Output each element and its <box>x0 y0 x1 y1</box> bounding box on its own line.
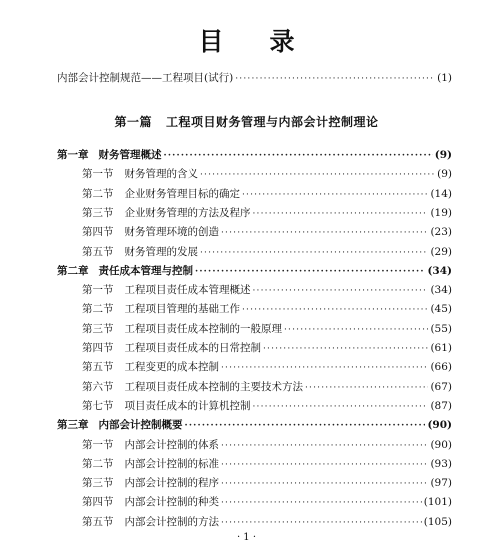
leader-dots <box>221 362 428 375</box>
toc-chapter-3[interactable] <box>57 419 452 433</box>
leader-dots <box>185 420 426 433</box>
section-title: 财务管理环境的创造 <box>124 226 219 239</box>
section-title: 内部会计控制的种类 <box>124 496 219 509</box>
chapter-title: 内部会计控制概要 <box>98 419 183 432</box>
leader-dots <box>221 459 428 472</box>
section-number: 第二节 <box>82 457 114 470</box>
leader-dots <box>253 401 429 414</box>
toc-section-1-4[interactable] <box>82 226 452 240</box>
leader-dots <box>253 285 429 298</box>
toc-entry-page: (1) <box>437 72 452 84</box>
section-label <box>82 400 251 413</box>
leader-dots <box>263 343 428 356</box>
section-title: 财务管理的发展 <box>124 245 198 258</box>
section-page: (19) <box>430 206 452 219</box>
part-number: 第一篇 <box>114 115 152 129</box>
leader-dots <box>221 227 428 240</box>
toc-section-3-1[interactable] <box>82 439 452 453</box>
toc-chapter-1[interactable] <box>57 149 452 163</box>
section-title: 工程项目责任成本管理概述 <box>124 284 251 297</box>
leader-dots <box>242 304 428 317</box>
section-label <box>82 496 219 509</box>
section-number: 第五节 <box>82 361 114 374</box>
chapter-label <box>57 419 183 432</box>
section-number: 第四节 <box>82 226 114 239</box>
section-title: 企业财务管理目标的确定 <box>124 187 240 200</box>
page-title <box>0 22 493 58</box>
section-label <box>82 342 261 355</box>
section-label <box>82 303 240 316</box>
toc-section-2-1[interactable] <box>82 284 452 298</box>
toc-section-1-3[interactable] <box>82 207 452 221</box>
section-label <box>82 439 219 452</box>
leader-dots <box>253 208 429 221</box>
chapter-title: 财务管理概述 <box>98 149 162 161</box>
section-label <box>82 477 219 490</box>
chapter-number: 第三章 <box>57 419 89 432</box>
section-title: 内部会计控制的方法 <box>124 515 219 528</box>
toc-section-2-3[interactable] <box>82 323 452 337</box>
leader-dots <box>284 324 428 337</box>
section-label <box>82 458 219 471</box>
section-title: 内部会计控制的标准 <box>124 457 219 470</box>
section-page: (97) <box>430 477 452 490</box>
leader-dots <box>200 169 435 182</box>
section-page: (101) <box>423 496 452 509</box>
toc-entry-preface[interactable] <box>57 72 452 86</box>
section-page: (14) <box>430 187 452 200</box>
leader-dots <box>195 266 425 279</box>
section-title: 工程项目责任成本控制的主要技术方法 <box>124 380 303 393</box>
chapter-label <box>57 265 193 278</box>
section-number: 第一节 <box>82 168 114 181</box>
section-page: (67) <box>430 380 452 393</box>
section-number: 第六节 <box>82 380 114 393</box>
section-number: 第三节 <box>82 206 114 219</box>
leader-dots <box>200 247 428 260</box>
section-number: 第一节 <box>82 284 114 297</box>
section-number: 第四节 <box>82 496 114 509</box>
chapter-page: (9) <box>434 149 452 161</box>
toc-section-2-7[interactable] <box>82 400 452 414</box>
section-number: 第二节 <box>82 303 114 316</box>
section-page: (87) <box>430 399 452 412</box>
section-page: (55) <box>430 322 452 335</box>
section-number: 第五节 <box>82 245 114 258</box>
section-number: 第七节 <box>82 399 114 412</box>
section-label <box>82 323 282 336</box>
toc-section-3-5[interactable] <box>82 516 452 530</box>
toc-section-1-1[interactable] <box>82 168 452 182</box>
leader-dots <box>235 73 435 86</box>
section-number: 第一节 <box>82 438 114 451</box>
section-page: (105) <box>423 515 452 528</box>
section-title: 财务管理的含义 <box>124 168 198 181</box>
page-number: · 1 · <box>236 532 257 543</box>
leader-dots <box>221 440 428 453</box>
section-page: (23) <box>430 226 452 239</box>
section-page: (9) <box>437 168 452 181</box>
leader-dots <box>242 189 428 202</box>
section-number: 第二节 <box>82 187 114 200</box>
section-page: (93) <box>430 457 452 470</box>
section-number: 第五节 <box>82 515 114 528</box>
toc-section-3-3[interactable] <box>82 477 452 491</box>
part-heading <box>0 113 493 130</box>
section-title: 企业财务管理的方法及程序 <box>124 206 251 219</box>
section-page: (90) <box>430 438 452 451</box>
leader-dots <box>221 478 428 491</box>
chapter-page: (90) <box>427 419 452 432</box>
title-char-1: 目 <box>198 27 224 56</box>
section-label <box>82 516 219 529</box>
toc-section-3-2[interactable] <box>82 458 452 472</box>
toc-section-2-6[interactable] <box>82 381 452 395</box>
leader-dots <box>305 382 428 395</box>
leader-dots <box>164 150 433 163</box>
section-page: (34) <box>430 284 452 297</box>
toc-section-1-5[interactable] <box>82 246 452 260</box>
section-label <box>82 381 303 394</box>
toc-section-1-2[interactable] <box>82 188 452 202</box>
chapter-number: 第一章 <box>57 149 89 161</box>
section-title: 项目责任成本的计算机控制 <box>124 399 251 412</box>
section-title: 内部会计控制的体系 <box>124 438 219 451</box>
leader-dots <box>221 497 422 510</box>
chapter-label <box>57 149 162 162</box>
section-title: 内部会计控制的程序 <box>124 477 219 490</box>
section-label <box>82 168 198 181</box>
section-title: 工程变更的成本控制 <box>124 361 219 374</box>
title-char-2: 录 <box>269 27 295 56</box>
section-label <box>82 207 251 220</box>
section-label <box>82 188 240 201</box>
leader-dots <box>221 517 422 530</box>
toc-section-2-2[interactable] <box>82 303 452 317</box>
toc-chapter-2[interactable] <box>57 265 452 279</box>
toc-section-2-5[interactable] <box>82 361 452 375</box>
section-page: (29) <box>430 245 452 258</box>
section-page: (45) <box>430 303 452 316</box>
toc-section-3-4[interactable] <box>82 496 452 510</box>
section-number: 第三节 <box>82 477 114 490</box>
section-label <box>82 246 198 259</box>
chapter-page: (34) <box>427 264 452 277</box>
chapter-number: 第二章 <box>57 264 89 277</box>
section-label <box>82 284 251 297</box>
section-title: 工程项目责任成本的日常控制 <box>124 342 261 354</box>
toc-section-2-4[interactable] <box>82 342 452 356</box>
section-label <box>82 361 219 374</box>
section-number: 第三节 <box>82 322 114 335</box>
toc-entry-label: 内部会计控制规范——工程项目(试行) <box>57 72 234 84</box>
section-label <box>82 226 219 239</box>
section-page: (61) <box>430 342 452 354</box>
section-title: 工程项目管理的基础工作 <box>124 303 240 316</box>
section-page: (66) <box>430 361 452 374</box>
chapter-title: 责任成本管理与控制 <box>98 264 193 277</box>
section-number: 第四节 <box>82 342 114 354</box>
section-title: 工程项目责任成本控制的一般原理 <box>124 322 282 335</box>
part-title: 工程项目财务管理与内部会计控制理论 <box>166 115 379 129</box>
